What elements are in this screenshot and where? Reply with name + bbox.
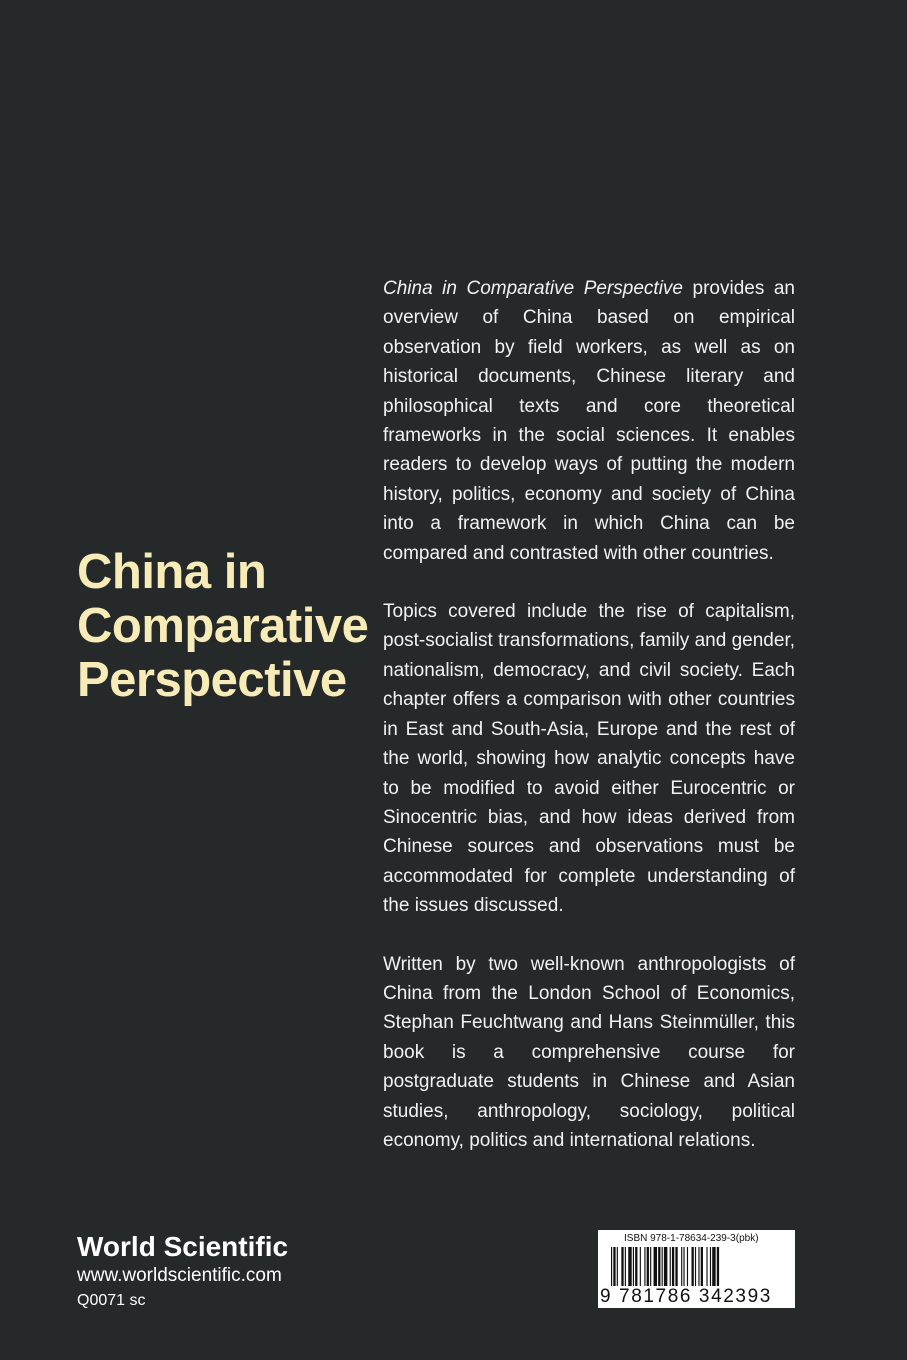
book-title [77,545,377,707]
barcode-bar [658,1247,660,1286]
barcode-bar [717,1247,719,1286]
barcode-panel [598,1230,795,1308]
barcode-bar [683,1247,684,1286]
barcode-bar [706,1247,707,1286]
barcode-bar [695,1247,696,1286]
barcode-bar [670,1247,671,1286]
product-code: Q0071 sc [77,1292,146,1309]
barcode-bar [628,1247,631,1286]
barcode-bar [617,1247,618,1286]
blurb [383,274,795,1184]
barcode-bar [692,1247,694,1286]
blurb-paragraph-1 [383,274,795,568]
blurb-book-title: China in Comparative Perspective [383,278,683,299]
barcode-bar [647,1247,649,1286]
barcode-bar [613,1247,615,1286]
barcode-bar [698,1247,699,1286]
barcode-bar [672,1247,674,1286]
barcode-bar [664,1247,667,1286]
barcode-bar [635,1247,637,1286]
title-line-2: Comparative [77,599,369,653]
barcode-bar [611,1247,612,1286]
blurb-paragraph-1-text: provides an overview of China based on empirical observation by field workers, as well as on historical documents, Chinese literary and philosophical texts and core theoretical frameworks in the social sciences. It enables readers to develop ways of putting the modern history, politics, economy and society of China into a framework in which China can be compared and contrasted with other countries. [383,278,796,564]
barcode-bar [633,1247,634,1286]
barcode-bar [687,1247,688,1286]
title-line-3: Perspective [77,653,347,707]
barcode-bar [681,1247,682,1286]
barcode-bar [701,1247,703,1286]
barcode-bar [625,1247,626,1286]
barcode-digits: 9 781786 342393 [600,1286,772,1307]
barcode-bar [710,1247,711,1286]
barcode-bar [654,1247,657,1286]
title-line-1: China in [77,545,267,599]
publisher-name: World Scientific [77,1231,289,1262]
barcode-bar [675,1247,677,1286]
publisher-url: www.worldscientific.com [77,1265,282,1286]
barcode-bar [621,1247,623,1286]
publisher-info [77,1230,288,1312]
barcode-bar [644,1247,645,1286]
barcode-bar [640,1247,641,1286]
blurb-paragraph-3: Written by two well-known anthropologists of China from the London School of Economics, Stephan Feuchtwang and Hans Steinmüller, this book is a comprehensive course for postgraduate students in Chinese and Asian studies, anthropology, sociology, political economy, politics and international relations. [383,953,795,1151]
barcode-bar [650,1247,651,1286]
blurb-paragraph-2: Topics covered include the rise of capitalism, post-socialist transformations, family and gender, nationalism, democracy, and civil society. Each chapter offers a comparison with other countries in East and South-Asia, Europe and the rest of the world, showing how analytic concepts have to be modified to avoid either Eurocentric or Sinocentric bias, and how ideas derived from Chinese sources and observations must be accommodated for complete understanding of the issues discussed. [383,601,795,917]
barcode-bar [662,1247,663,1286]
barcode-bar [712,1247,715,1286]
isbn-label: ISBN 978-1-78634-239-3(pbk) [624,1233,759,1244]
